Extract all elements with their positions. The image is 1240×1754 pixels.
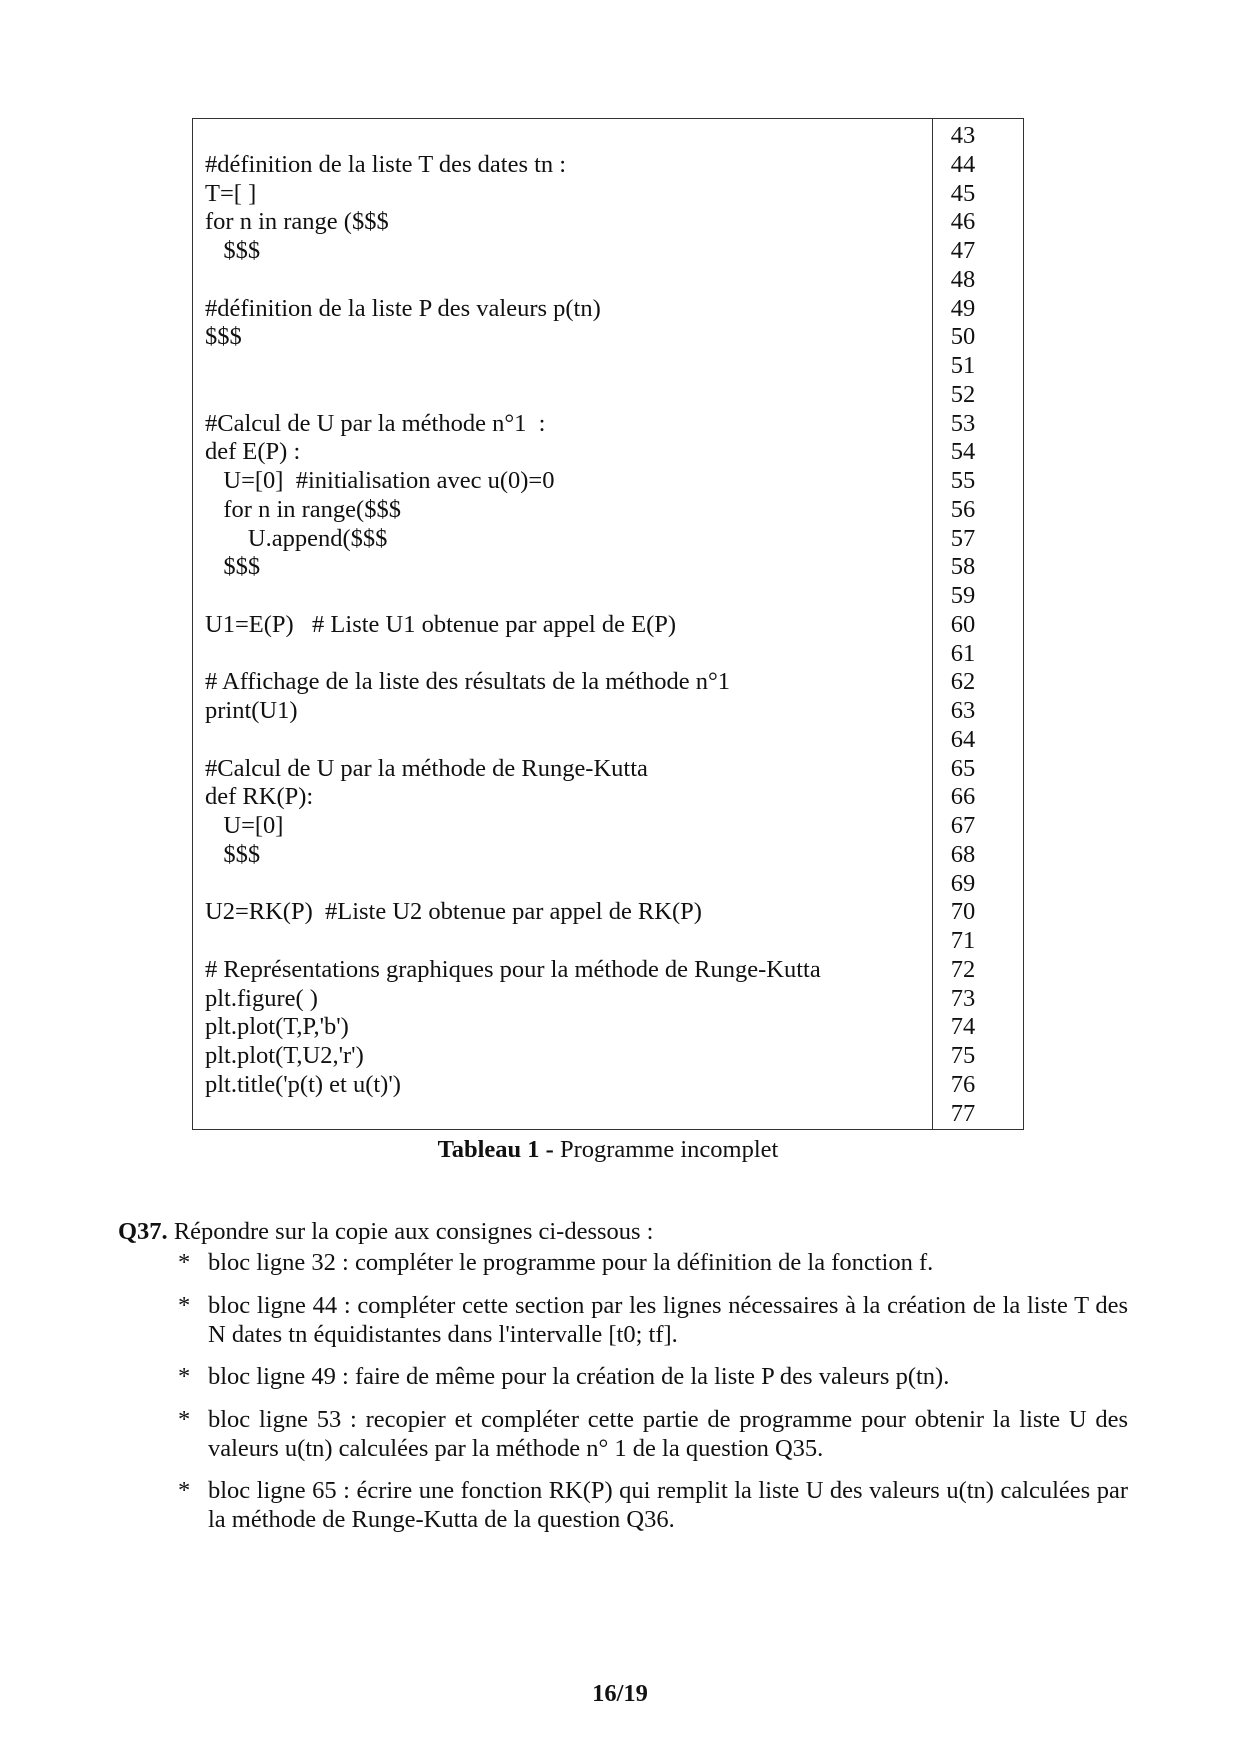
code-line: print(U1): [205, 697, 298, 724]
line-number: 71: [950, 927, 976, 954]
code-line: def RK(P):: [205, 783, 314, 811]
line-number: 43: [950, 122, 976, 149]
line-number: 75: [950, 1042, 976, 1069]
bullet-marker: *: [178, 1249, 191, 1276]
line-number: 53: [950, 409, 976, 437]
line-number: 59: [950, 582, 976, 609]
code-line: $$$: [205, 237, 261, 264]
line-number: 62: [950, 668, 976, 696]
line-number: 63: [950, 697, 976, 724]
line-number: 58: [950, 553, 976, 581]
bullet-marker: *: [178, 1292, 191, 1319]
line-number: 74: [950, 1013, 976, 1041]
question-heading: [118, 1217, 654, 1247]
line-number: 44: [950, 150, 976, 178]
line-number: 51: [950, 352, 976, 379]
code-line: plt.figure( ): [205, 984, 318, 1012]
code-line: U.append($$$: [205, 524, 388, 552]
code-line: plt.plot(T,P,'b'): [205, 1013, 349, 1041]
caption-label: Tableau 1 -: [437, 1136, 554, 1163]
line-number: 76: [950, 1070, 976, 1098]
code-line: U=[0]: [205, 812, 284, 839]
bullet-marker: *: [178, 1477, 191, 1504]
line-number: 64: [950, 725, 976, 753]
table-caption: [192, 1135, 1024, 1165]
code-line: U2=RK(P) #Liste U2 obtenue par appel de RK(P): [205, 898, 702, 926]
line-number: 50: [950, 323, 976, 351]
code-line: T=[ ]: [205, 179, 257, 207]
bullet-text: bloc ligne 32 : compléter le programme pour la définition de la fonction f.: [208, 1249, 934, 1276]
code-line: #Calcul de U par la méthode de Runge-Kutta: [205, 754, 648, 782]
code-line: $$$: [205, 840, 261, 868]
code-line: for n in range ($$$: [205, 208, 389, 236]
bullet-marker: *: [178, 1363, 191, 1390]
code-line: U=[0] #initialisation avec u(0)=0: [205, 467, 555, 494]
code-line: plt.plot(T,U2,'r'): [205, 1042, 364, 1069]
code-line: #définition de la liste T des dates tn :: [205, 150, 567, 178]
question-number: Q37.: [118, 1218, 168, 1245]
bullet-text: bloc ligne 53 : recopier et compléter cette partie de programme pour obtenir la liste U des valeurs u(tn) calculées par la méthode n° 1 de la question Q35.: [208, 1406, 1128, 1462]
line-number: 70: [950, 898, 976, 926]
code-line: for n in range($$$: [205, 495, 401, 523]
bullet-text: bloc ligne 49 : faire de même pour la création de la liste P des valeurs p(tn).: [208, 1363, 950, 1390]
line-number: 47: [950, 237, 976, 264]
code-line: # Affichage de la liste des résultats de la méthode n°1: [205, 668, 731, 696]
code-line: #Calcul de U par la méthode n°1 :: [205, 409, 546, 437]
bullet-text: bloc ligne 44 : compléter cette section par les lignes nécessaires à la création de la liste T des N dates tn équidistantes dans l'intervalle [t0; tf].: [208, 1292, 1128, 1348]
line-number: 77: [950, 1099, 976, 1127]
code-table: [192, 118, 1024, 1130]
page-number: 16/19: [592, 1680, 648, 1707]
code-line: #définition de la liste P des valeurs p(tn): [205, 294, 601, 322]
caption-text: Programme incomplet: [553, 1136, 779, 1163]
line-number: 72: [950, 955, 976, 983]
line-number: 61: [950, 639, 976, 667]
code-line: # Représentations graphiques pour la méthode de Runge-Kutta: [205, 955, 821, 983]
line-number: 48: [950, 265, 976, 293]
question-intro: Répondre sur la copie aux consignes ci-dessous :: [167, 1218, 654, 1245]
code-line: U1=E(P) # Liste U1 obtenue par appel de E(P): [205, 610, 677, 638]
line-number-column: [933, 119, 1023, 1129]
bullet-marker: *: [178, 1406, 191, 1433]
code-line: plt.title('p(t) et u(t)'): [205, 1070, 401, 1098]
line-number: 67: [950, 812, 976, 839]
line-number: 57: [950, 524, 976, 552]
line-number: 60: [950, 610, 976, 638]
line-number: 56: [950, 495, 976, 523]
line-number: 52: [950, 380, 976, 408]
line-number: 68: [950, 840, 976, 868]
line-number: 69: [950, 869, 976, 897]
line-number: 54: [950, 438, 976, 466]
code-line: $$$: [205, 553, 261, 581]
code-line: def E(P) :: [205, 438, 301, 466]
line-number: 66: [950, 783, 976, 811]
line-number: 49: [950, 294, 976, 322]
line-number: 55: [950, 467, 976, 494]
line-number: 46: [950, 208, 976, 236]
bullet-text: bloc ligne 65 : écrire une fonction RK(P) qui remplit la liste U des valeurs u(tn) calculées par la méthode de Runge-Kutta de la question Q36.: [208, 1477, 1128, 1533]
code-line: $$$: [205, 323, 242, 351]
line-number: 65: [950, 754, 976, 782]
code-column: [193, 119, 933, 1129]
line-number: 73: [950, 984, 976, 1012]
line-number: 45: [950, 179, 976, 207]
